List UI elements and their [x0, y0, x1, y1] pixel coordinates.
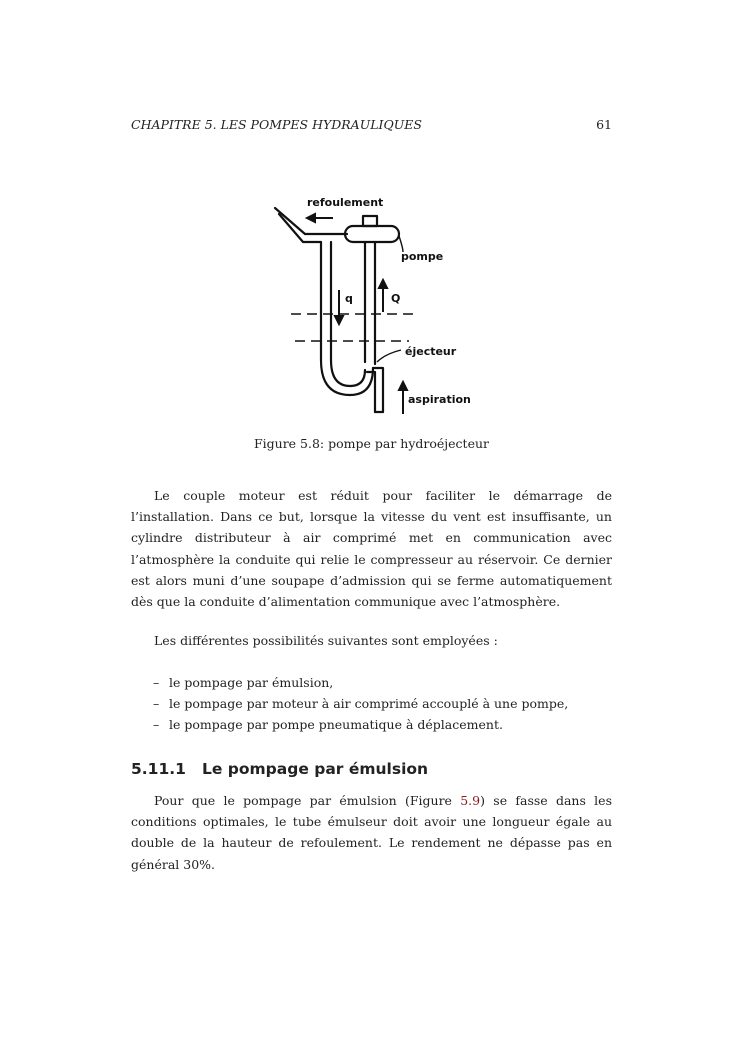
label-pompe: pompe — [401, 250, 444, 263]
section-heading — [131, 760, 612, 778]
label-q: q — [345, 292, 353, 305]
section-paragraph-end: ) se fasse dans les conditions optimales, le tube émulseur doit avoir une longueur égale au double de la hauteur de refoulement. Le rendement ne dépasse pas en général 30%. — [131, 793, 612, 872]
hydroejector-diagram — [255, 190, 485, 430]
list-item: – le pompage par moteur à air comprimé accouplé à une pompe, — [153, 693, 613, 714]
page-header — [131, 117, 612, 137]
q-arrow-head — [335, 316, 343, 324]
aspiration-arrow-head — [399, 382, 407, 390]
section-paragraph-start: Pour que le pompage par émulsion (Figure — [154, 793, 461, 808]
label-ejecteur: éjecteur — [405, 345, 457, 358]
body-paragraph-1: Le couple moteur est réduit pour faciliter le démarrage de l’installation. Dans ce but, lorsque la vitesse du vent est insuffisante, un cylindre distributeur à air comprimé met en communication avec l’atmosphère la conduite qui relie le compresseur au réservoir. Ce dernier est alors muni d’une soupape d’admission qui se ferme automatiquement dès que la conduite d’alimentation communique avec l’atmosphère. — [131, 488, 612, 610]
list-item: – le pompage par émulsion, — [153, 672, 613, 693]
Q-arrow-head — [379, 280, 387, 288]
figure-hydroejector — [255, 190, 485, 430]
pump-body — [345, 226, 399, 242]
pump-top — [363, 216, 377, 226]
label-Q: Q — [391, 292, 401, 305]
list-item: – le pompage par pompe pneumatique à déplacement. — [153, 714, 613, 735]
label-refoulement: refoulement — [307, 196, 384, 209]
possibilities-list — [153, 672, 613, 735]
body-paragraph-2: Les différentes possibilités suivantes sont employées : — [154, 633, 498, 648]
section-title: Le pompage par émulsion — [202, 760, 429, 778]
section-paragraph — [131, 790, 612, 875]
figure-caption: Figure 5.8: pompe par hydroéjecteur — [253, 436, 490, 451]
ejecteur-leader — [377, 350, 401, 362]
refoulement-arrow-head — [307, 214, 315, 222]
section-number: 5.11.1 — [131, 760, 186, 778]
page-number: 61 — [596, 117, 612, 132]
running-head: CHAPITRE 5. LES POMPES HYDRAULIQUES — [131, 117, 422, 132]
figure-reference-link[interactable]: 5.9 — [460, 793, 481, 808]
label-aspiration: aspiration — [408, 393, 471, 406]
